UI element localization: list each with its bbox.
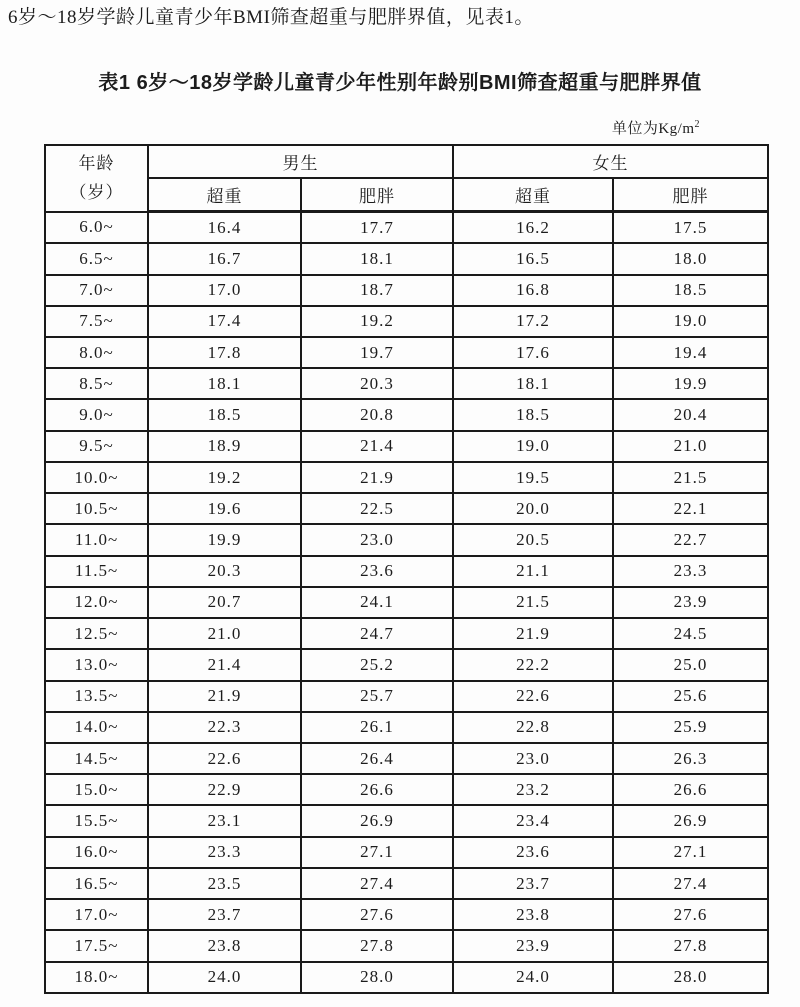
girl-overweight-cell: 16.8 xyxy=(453,275,613,306)
header-age xyxy=(45,145,148,212)
boy-obesity-cell: 26.9 xyxy=(301,805,453,836)
table-row xyxy=(45,399,768,430)
boy-obesity-cell: 26.6 xyxy=(301,774,453,805)
table-row xyxy=(45,743,768,774)
header-age-line1: 年龄 xyxy=(78,154,115,174)
girl-overweight-cell: 16.2 xyxy=(453,212,613,244)
girl-obesity-cell: 18.5 xyxy=(613,275,768,306)
age-cell: 7.0~ xyxy=(45,275,148,306)
girl-obesity-cell: 27.6 xyxy=(613,899,768,930)
girl-obesity-cell: 23.3 xyxy=(613,556,768,587)
age-cell: 16.0~ xyxy=(45,837,148,868)
table-row xyxy=(45,805,768,836)
girl-obesity-cell: 20.4 xyxy=(613,399,768,430)
age-cell: 14.5~ xyxy=(45,743,148,774)
boy-overweight-cell: 19.9 xyxy=(148,524,301,555)
header-girls-overweight: 超重 xyxy=(453,178,613,212)
boy-overweight-cell: 19.6 xyxy=(148,493,301,524)
boy-obesity-cell: 23.0 xyxy=(301,524,453,555)
girl-obesity-cell: 23.9 xyxy=(613,587,768,618)
girl-obesity-cell: 22.1 xyxy=(613,493,768,524)
table-row xyxy=(45,524,768,555)
boy-overweight-cell: 23.5 xyxy=(148,868,301,899)
boy-overweight-cell: 20.7 xyxy=(148,587,301,618)
header-girls-obesity: 肥胖 xyxy=(613,178,768,212)
girl-overweight-cell: 16.5 xyxy=(453,243,613,274)
age-cell: 11.5~ xyxy=(45,556,148,587)
boy-obesity-cell: 27.8 xyxy=(301,930,453,961)
girl-overweight-cell: 18.1 xyxy=(453,368,613,399)
boy-obesity-cell: 19.2 xyxy=(301,306,453,337)
boy-overweight-cell: 21.9 xyxy=(148,681,301,712)
girl-obesity-cell: 19.0 xyxy=(613,306,768,337)
table-row xyxy=(45,493,768,524)
boy-overweight-cell: 18.5 xyxy=(148,399,301,430)
boy-overweight-cell: 17.0 xyxy=(148,275,301,306)
header-girls: 女生 xyxy=(453,145,768,178)
table-row xyxy=(45,368,768,399)
age-cell: 11.0~ xyxy=(45,524,148,555)
girl-overweight-cell: 19.5 xyxy=(453,462,613,493)
table-row xyxy=(45,774,768,805)
girl-overweight-cell: 17.6 xyxy=(453,337,613,368)
girl-obesity-cell: 21.0 xyxy=(613,431,768,462)
boy-obesity-cell: 24.1 xyxy=(301,587,453,618)
bmi-table xyxy=(44,144,769,994)
age-cell: 8.0~ xyxy=(45,337,148,368)
age-cell: 8.5~ xyxy=(45,368,148,399)
table-title: 表1 6岁～18岁学龄儿童青少年性别年龄别BMI筛查超重与肥胖界值 xyxy=(98,72,702,94)
girl-overweight-cell: 21.9 xyxy=(453,618,613,649)
header-boys: 男生 xyxy=(148,145,453,178)
boy-overweight-cell: 23.8 xyxy=(148,930,301,961)
girl-obesity-cell: 26.6 xyxy=(613,774,768,805)
boy-overweight-cell: 22.6 xyxy=(148,743,301,774)
table-row xyxy=(45,556,768,587)
girl-overweight-cell: 20.5 xyxy=(453,524,613,555)
girl-obesity-cell: 25.6 xyxy=(613,681,768,712)
girl-overweight-cell: 23.2 xyxy=(453,774,613,805)
boy-obesity-cell: 24.7 xyxy=(301,618,453,649)
age-cell: 13.0~ xyxy=(45,649,148,680)
boy-overweight-cell: 17.4 xyxy=(148,306,301,337)
age-cell: 10.0~ xyxy=(45,462,148,493)
age-cell: 15.5~ xyxy=(45,805,148,836)
boy-obesity-cell: 23.6 xyxy=(301,556,453,587)
girl-obesity-cell: 19.4 xyxy=(613,337,768,368)
girl-overweight-cell: 23.7 xyxy=(453,868,613,899)
girl-obesity-cell: 24.5 xyxy=(613,618,768,649)
table-row xyxy=(45,212,768,244)
boy-overweight-cell: 18.9 xyxy=(148,431,301,462)
boy-overweight-cell: 19.2 xyxy=(148,462,301,493)
table-row xyxy=(45,712,768,743)
boy-obesity-cell: 27.1 xyxy=(301,837,453,868)
girl-overweight-cell: 23.6 xyxy=(453,837,613,868)
unit-label-text: 单位为Kg/m xyxy=(611,121,695,137)
age-cell: 12.0~ xyxy=(45,587,148,618)
boy-obesity-cell: 19.7 xyxy=(301,337,453,368)
boy-overweight-cell: 23.7 xyxy=(148,899,301,930)
age-cell: 12.5~ xyxy=(45,618,148,649)
table-row xyxy=(45,243,768,274)
header-age-line2: （岁） xyxy=(69,183,124,203)
table-row xyxy=(45,587,768,618)
girl-overweight-cell: 23.4 xyxy=(453,805,613,836)
table-row xyxy=(45,275,768,306)
table-row xyxy=(45,649,768,680)
table-row xyxy=(45,337,768,368)
girl-overweight-cell: 17.2 xyxy=(453,306,613,337)
girl-obesity-cell: 27.8 xyxy=(613,930,768,961)
age-cell: 15.0~ xyxy=(45,774,148,805)
boy-overweight-cell: 23.3 xyxy=(148,837,301,868)
girl-overweight-cell: 21.5 xyxy=(453,587,613,618)
table-row xyxy=(45,431,768,462)
boy-obesity-cell: 27.6 xyxy=(301,899,453,930)
table-row xyxy=(45,962,768,993)
boy-obesity-cell: 26.4 xyxy=(301,743,453,774)
girl-obesity-cell: 26.9 xyxy=(613,805,768,836)
table-row xyxy=(45,837,768,868)
girl-obesity-cell: 26.3 xyxy=(613,743,768,774)
girl-overweight-cell: 22.2 xyxy=(453,649,613,680)
age-cell: 9.5~ xyxy=(45,431,148,462)
boy-overweight-cell: 16.4 xyxy=(148,212,301,244)
boy-obesity-cell: 25.7 xyxy=(301,681,453,712)
boy-obesity-cell: 27.4 xyxy=(301,868,453,899)
girl-obesity-cell: 28.0 xyxy=(613,962,768,993)
girl-obesity-cell: 25.0 xyxy=(613,649,768,680)
boy-obesity-cell: 17.7 xyxy=(301,212,453,244)
girl-obesity-cell: 27.4 xyxy=(613,868,768,899)
boy-obesity-cell: 18.1 xyxy=(301,243,453,274)
age-cell: 17.5~ xyxy=(45,930,148,961)
table-row xyxy=(45,618,768,649)
table-row xyxy=(45,868,768,899)
girl-obesity-cell: 18.0 xyxy=(613,243,768,274)
boy-obesity-cell: 21.9 xyxy=(301,462,453,493)
girl-obesity-cell: 27.1 xyxy=(613,837,768,868)
girl-obesity-cell: 21.5 xyxy=(613,462,768,493)
boy-obesity-cell: 18.7 xyxy=(301,275,453,306)
boy-obesity-cell: 25.2 xyxy=(301,649,453,680)
girl-overweight-cell: 21.1 xyxy=(453,556,613,587)
boy-overweight-cell: 22.9 xyxy=(148,774,301,805)
age-cell: 10.5~ xyxy=(45,493,148,524)
age-cell: 13.5~ xyxy=(45,681,148,712)
girl-overweight-cell: 20.0 xyxy=(453,493,613,524)
unit-superscript: 2 xyxy=(694,119,700,130)
girl-overweight-cell: 23.9 xyxy=(453,930,613,961)
girl-obesity-cell: 25.9 xyxy=(613,712,768,743)
girl-overweight-cell: 22.6 xyxy=(453,681,613,712)
girl-obesity-cell: 22.7 xyxy=(613,524,768,555)
boy-obesity-cell: 28.0 xyxy=(301,962,453,993)
unit-label xyxy=(0,117,700,138)
girl-obesity-cell: 17.5 xyxy=(613,212,768,244)
boy-overweight-cell: 18.1 xyxy=(148,368,301,399)
boy-obesity-cell: 21.4 xyxy=(301,431,453,462)
table-row xyxy=(45,681,768,712)
header-boys-obesity: 肥胖 xyxy=(301,178,453,212)
boy-obesity-cell: 22.5 xyxy=(301,493,453,524)
boy-overweight-cell: 24.0 xyxy=(148,962,301,993)
intro-paragraph: 6岁～18岁学龄儿童青少年BMI筛查超重与肥胖界值，见表1。 xyxy=(8,7,534,28)
girl-overweight-cell: 23.8 xyxy=(453,899,613,930)
document-page xyxy=(0,6,800,994)
boy-obesity-cell: 20.3 xyxy=(301,368,453,399)
age-cell: 16.5~ xyxy=(45,868,148,899)
boy-overweight-cell: 21.0 xyxy=(148,618,301,649)
boy-overweight-cell: 22.3 xyxy=(148,712,301,743)
boy-overweight-cell: 17.8 xyxy=(148,337,301,368)
girl-obesity-cell: 19.9 xyxy=(613,368,768,399)
age-cell: 7.5~ xyxy=(45,306,148,337)
boy-overweight-cell: 20.3 xyxy=(148,556,301,587)
boy-obesity-cell: 20.8 xyxy=(301,399,453,430)
table-row xyxy=(45,930,768,961)
age-cell: 18.0~ xyxy=(45,962,148,993)
table-row xyxy=(45,899,768,930)
girl-overweight-cell: 24.0 xyxy=(453,962,613,993)
girl-overweight-cell: 19.0 xyxy=(453,431,613,462)
age-cell: 14.0~ xyxy=(45,712,148,743)
header-boys-overweight: 超重 xyxy=(148,178,301,212)
age-cell: 6.0~ xyxy=(45,212,148,244)
table-row xyxy=(45,306,768,337)
boy-overweight-cell: 21.4 xyxy=(148,649,301,680)
age-cell: 9.0~ xyxy=(45,399,148,430)
boy-obesity-cell: 26.1 xyxy=(301,712,453,743)
girl-overweight-cell: 23.0 xyxy=(453,743,613,774)
age-cell: 6.5~ xyxy=(45,243,148,274)
boy-overweight-cell: 23.1 xyxy=(148,805,301,836)
table-body xyxy=(45,212,768,994)
age-cell: 17.0~ xyxy=(45,899,148,930)
header-row-groups xyxy=(45,145,768,178)
boy-overweight-cell: 16.7 xyxy=(148,243,301,274)
table-row xyxy=(45,462,768,493)
header-row-sub xyxy=(45,178,768,212)
girl-overweight-cell: 18.5 xyxy=(453,399,613,430)
girl-overweight-cell: 22.8 xyxy=(453,712,613,743)
